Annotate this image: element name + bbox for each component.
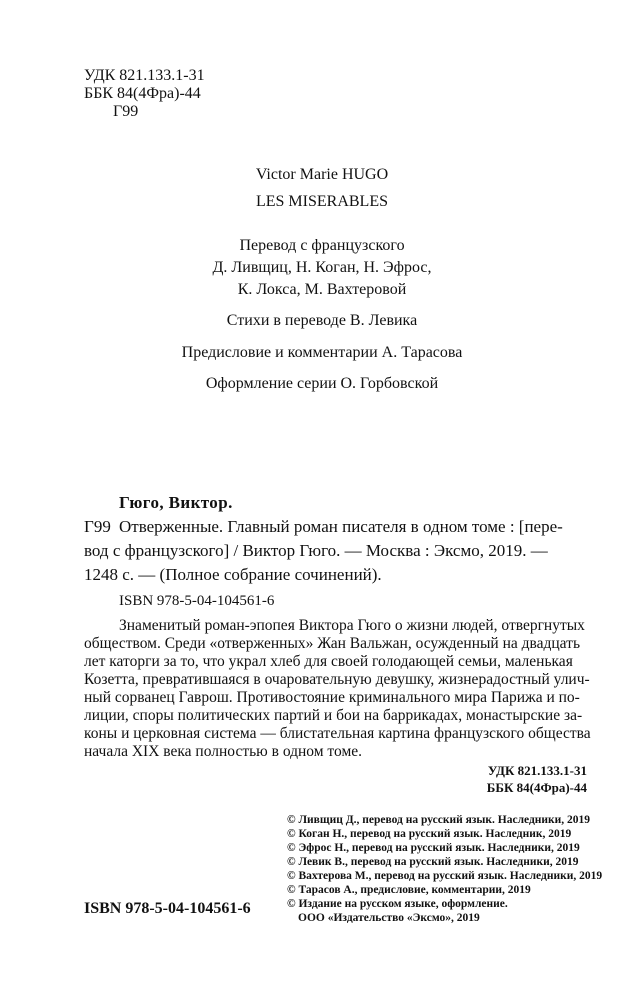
udk-code-right: УДК 821.133.1-31 bbox=[487, 763, 587, 778]
translators-line-2: К. Локса, М. Вахтеровой bbox=[237, 281, 407, 298]
translators-line-1: Д. Ливщиц, Н. Коган, Н. Эфрос, bbox=[212, 259, 432, 276]
bbk-code: ББК 84(4Фра)-44 bbox=[84, 85, 201, 102]
catalog-isbn: ISBN 978-5-04-104561-6 bbox=[119, 593, 275, 609]
copyright-line: © Издание на русском языке, оформление. bbox=[287, 898, 508, 910]
annotation-line-2: обществом. Среди «отверженных» Жан Вальжан, осужденный на двадцать bbox=[84, 635, 581, 652]
catalog-line-2: вод с французского] / Виктор Гюго. — Москва : Эксмо, 2019. — bbox=[84, 541, 548, 560]
copyright-line: © Вахтерова М., перевод на русский язык. Наследники, 2019 bbox=[287, 870, 603, 882]
catalog-code: Г99 bbox=[84, 517, 111, 536]
poems-credit: Стихи в переводе В. Левика bbox=[226, 312, 418, 329]
design-credit: Оформление серии О. Горбовской bbox=[205, 375, 439, 392]
catalog-author: Гюго, Виктор. bbox=[119, 493, 233, 512]
original-author: Victor Marie HUGO bbox=[255, 166, 389, 183]
annotation-line-7: коны и церковная система — блистательная картина французского общества bbox=[84, 725, 591, 742]
annotation-line-1: Знаменитый роман-эпопея Виктора Гюго о жизни людей, отвергнутых bbox=[119, 617, 585, 634]
catalog-line-3: 1248 с. — (Полное собрание сочинений). bbox=[84, 565, 382, 584]
annotation-line-5: ный сорванец Гаврош. Противостояние криминального мира Парижа и по- bbox=[84, 689, 580, 706]
isbn-bottom: ISBN 978-5-04-104561-6 bbox=[84, 900, 251, 917]
copyright-line: © Ливщиц Д., перевод на русский язык. Наследники, 2019 bbox=[287, 814, 591, 826]
bbk-code-right: ББК 84(4Фра)-44 bbox=[486, 780, 587, 795]
annotation-line-8: начала XIX века полностью в одном томе. bbox=[84, 743, 363, 760]
copyright-line: © Левик В., перевод на русский язык. Наследники, 2019 bbox=[287, 856, 579, 868]
copyright-line: © Эфрос Н., перевод на русский язык. Наследники, 2019 bbox=[287, 842, 580, 854]
original-title: LES MISERABLES bbox=[255, 193, 388, 210]
annotation-line-3: лет каторги за то, что украл хлеб для своей голодающей семьи, маленькая bbox=[84, 653, 573, 670]
preface-credit: Предисловие и комментарии А. Тарасова bbox=[181, 344, 463, 361]
translation-credit: Перевод с французского bbox=[239, 237, 405, 254]
annotation-line-6: лиции, споры политических партий и бои на баррикадах, монастырские за- bbox=[84, 707, 583, 724]
copyright-line: © Тарасов А., предисловие, комментарии, 2019 bbox=[287, 884, 531, 896]
udk-code: УДК 821.133.1-31 bbox=[84, 67, 205, 84]
annotation-line-4: Козетта, превратившаяся в очаровательную девушку, жизнерадостный улич- bbox=[84, 671, 590, 688]
copyright-line: ООО «Издательство «Эксмо», 2019 bbox=[298, 912, 480, 924]
author-mark: Г99 bbox=[113, 103, 139, 120]
copyright-line: © Коган Н., перевод на русский язык. Наследник, 2019 bbox=[287, 828, 572, 840]
catalog-line-1: Отверженные. Главный роман писателя в одном томе : [пере- bbox=[119, 517, 563, 536]
